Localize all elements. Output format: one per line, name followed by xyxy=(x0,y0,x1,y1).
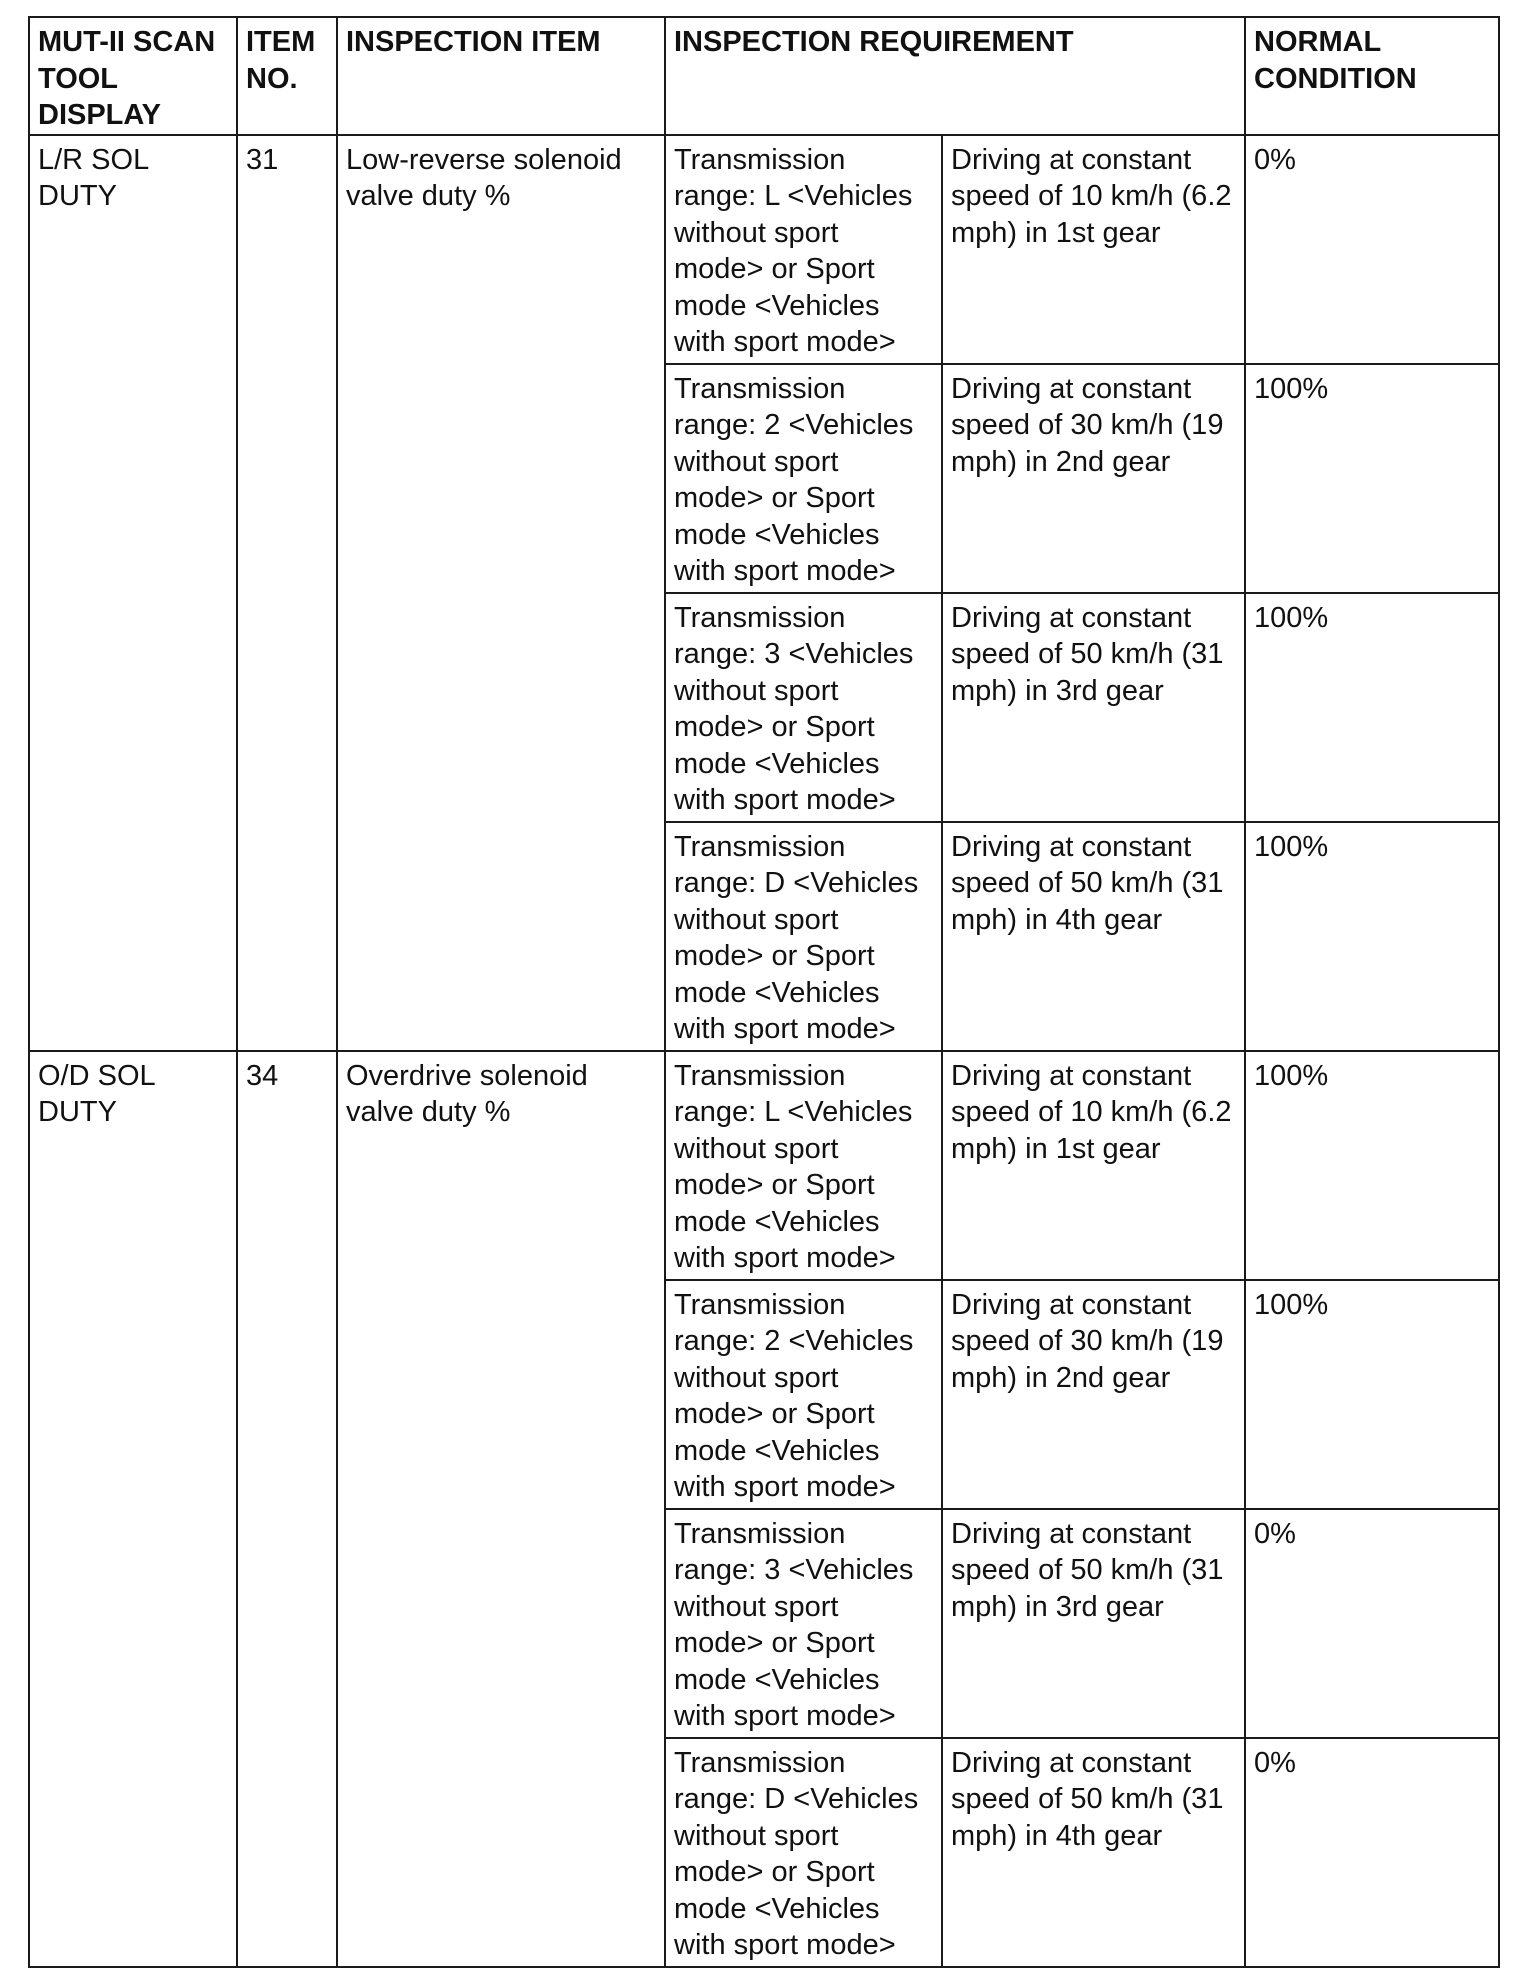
inspection-item-cell: Low-reverse solenoid valve duty % xyxy=(337,135,665,1051)
condition-cell: Driving at constant speed of 50 km/h (31 mph) in 3rd gear xyxy=(942,593,1245,822)
header-inspection-item: INSPECTION ITEM xyxy=(337,17,665,135)
normal-cell: 100% xyxy=(1245,1051,1499,1280)
range-cell: Transmission range: L <Vehicles without sport mode> or Sport mode <Vehicles with sport mode> xyxy=(665,135,942,364)
table-row xyxy=(29,135,1499,364)
normal-cell: 100% xyxy=(1245,593,1499,822)
normal-cell: 0% xyxy=(1245,1509,1499,1738)
header-row xyxy=(29,17,1499,135)
normal-cell: 100% xyxy=(1245,1280,1499,1509)
normal-cell: 100% xyxy=(1245,822,1499,1051)
header-display: MUT-II SCAN TOOL DISPLAY xyxy=(29,17,237,135)
display-cell: O/D SOL DUTY xyxy=(29,1051,237,1967)
range-cell: Transmission range: D <Vehicles without sport mode> or Sport mode <Vehicles with sport mode> xyxy=(665,1738,942,1967)
range-cell: Transmission range: 2 <Vehicles without sport mode> or Sport mode <Vehicles with sport mode> xyxy=(665,1280,942,1509)
table-row xyxy=(29,1051,1499,1280)
normal-cell: 0% xyxy=(1245,1738,1499,1967)
item-no-cell: 34 xyxy=(237,1051,337,1967)
range-cell: Transmission range: 3 <Vehicles without sport mode> or Sport mode <Vehicles with sport mode> xyxy=(665,1509,942,1738)
range-cell: Transmission range: 2 <Vehicles without sport mode> or Sport mode <Vehicles with sport mode> xyxy=(665,364,942,593)
header-inspection-requirement: INSPECTION REQUIREMENT xyxy=(665,17,1245,135)
condition-cell: Driving at constant speed of 10 km/h (6.2 mph) in 1st gear xyxy=(942,135,1245,364)
range-cell: Transmission range: D <Vehicles without sport mode> or Sport mode <Vehicles with sport mode> xyxy=(665,822,942,1051)
normal-cell: 0% xyxy=(1245,135,1499,364)
header-item-no: ITEM NO. xyxy=(237,17,337,135)
condition-cell: Driving at constant speed of 50 km/h (31 mph) in 4th gear xyxy=(942,1738,1245,1967)
condition-cell: Driving at constant speed of 10 km/h (6.2 mph) in 1st gear xyxy=(942,1051,1245,1280)
item-no-cell: 31 xyxy=(237,135,337,1051)
range-cell: Transmission range: L <Vehicles without sport mode> or Sport mode <Vehicles with sport mode> xyxy=(665,1051,942,1280)
range-cell: Transmission range: 3 <Vehicles without sport mode> or Sport mode <Vehicles with sport mode> xyxy=(665,593,942,822)
condition-cell: Driving at constant speed of 50 km/h (31 mph) in 4th gear xyxy=(942,822,1245,1051)
normal-cell: 100% xyxy=(1245,364,1499,593)
inspection-table xyxy=(28,16,1500,1968)
condition-cell: Driving at constant speed of 50 km/h (31 mph) in 3rd gear xyxy=(942,1509,1245,1738)
header-normal-condition: NORMAL CONDITION xyxy=(1245,17,1499,135)
display-cell: L/R SOL DUTY xyxy=(29,135,237,1051)
inspection-item-cell: Overdrive solenoid valve duty % xyxy=(337,1051,665,1967)
condition-cell: Driving at constant speed of 30 km/h (19 mph) in 2nd gear xyxy=(942,364,1245,593)
condition-cell: Driving at constant speed of 30 km/h (19 mph) in 2nd gear xyxy=(942,1280,1245,1509)
